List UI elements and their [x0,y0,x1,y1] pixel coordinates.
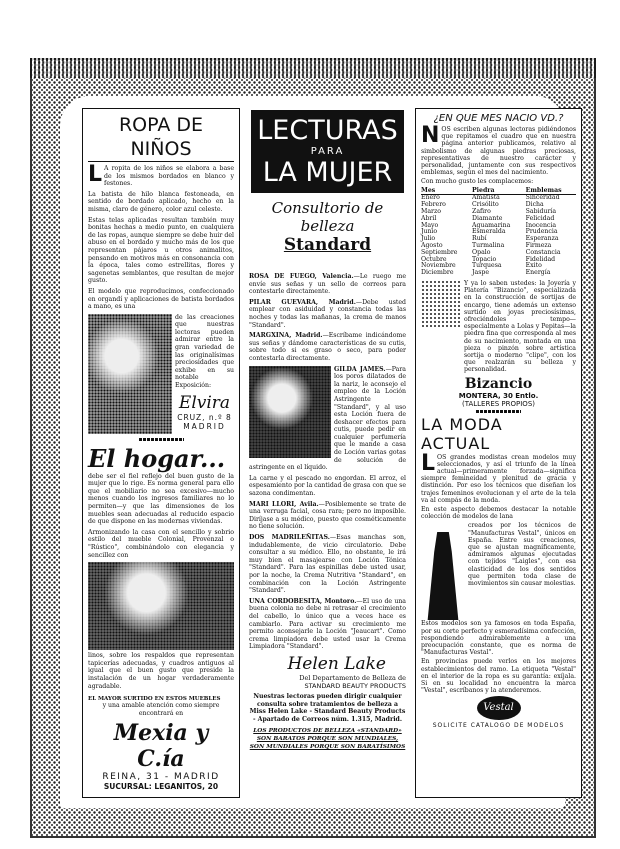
table-cell: Rubí [472,235,487,243]
intro-text: OS escriben algunas lectoras pidiéndonos que repitamos el cuadro que en nuestra página anterior publicamos, relativo al simbolismo de algunas piedras preciosas, representativas de nuestro carácter y personalidad, juntamente con sus respectivos emblemas, según el mes del nacimiento. [421,126,576,177]
moda-text: Estos modelos son ya famosos en toda España, por su corte perfecto y esmeradísima confección, respondiendo admirablemente a una preocupación constante, que es norma de "Manufacturas Vestal". [421,620,576,657]
furniture-photo [88,562,234,650]
drop-cap: L [88,162,103,187]
vestal-logo: Vestal [477,696,521,720]
column-header: Piedra [472,188,526,195]
girl-dress-photo [88,314,172,434]
ropa-title: ROPA DE NIÑOS [88,113,234,162]
store-branch: SUCURSAL: LEGANITOS, 20 [103,782,219,792]
table-cell: Agosto [421,242,443,249]
jewel-drawing [421,280,461,328]
table-cell: Febrero [421,201,446,209]
column-header: Emblemas [526,188,576,195]
moda-text: creados por los técnicos de "Manufacturas Vestal", únicos en España. Entre sus creaciones, que se ajustan magníficamente, admiramos algunas ejecutadas con tejidos "Laigles", con esa elasticidad de los dos sentidos que permiten toda clase de movimientos sin causar molestias. [468,522,576,588]
catalog-footer: SOLICITE CATALOGO DE MODELOS [432,722,565,730]
surtido-heading: EL MAYOR SURTIDO EN ESTOS MUEBLES [88,696,221,703]
consult-entry: ROSA DE FUEGO, Valencia.—Le ruego me envíe sus señas y un sello de correos para contestarle directamente. [249,273,406,296]
standard-slogan: LOS PRODUCTOS DE BELLEZA «STANDARD» SON BARATOS PORQUE SON MUNDIALES, SON MUNDIALES PORQUE SON BARATÍSIMOS [249,728,406,751]
ropa-de-ninos-column [82,108,240,798]
table-cell: Amatista [472,194,500,202]
article-paragraph: A ropita de los niños se elabora a base de los mismos bordados en blanco y festones. [104,165,234,188]
table-cell: Felicidad [525,214,555,222]
table-cell: Fidelidad [525,255,556,263]
table-cell: Zafiro [472,208,491,216]
table-cell: Noviembre [421,262,456,270]
header-line: PARA [310,146,345,157]
elvira-signature: Elvira [178,392,231,413]
table-cell: Firmeza [525,242,552,249]
moda-text: En este aspecto debemos destacar la notable colección de modelos de lana [421,506,576,521]
table-cell: Exito [525,262,542,270]
table-cell: Topacio [472,255,497,263]
standard-brand: Standard [283,235,372,255]
table-cell: Mayo [421,221,439,229]
surtido-subtext: y una amable atención como siempre encontrará en [102,702,220,717]
column-header: Mes [421,188,472,195]
right-column [415,108,582,798]
intro-text: Con mucho gusto les complacemos: [421,178,534,186]
consult-entry: DOS MADRILEÑITAS.—Esas manchas son, indudablemente, de vicio circulatorio. Debe consultar a su médico. Ello, no obstante, le irá muy bien el masajearse con Loción Tónica "Standard". Para las espinillas debe usted usar, por la noche, la Crema Nutritiva "Standard", en combinación con la Loción Astringente "Standard". [249,534,407,595]
table-cell: Turquesa [472,262,502,270]
table-cell: Sinceridad [525,194,560,202]
table-cell: Esperanza [525,235,559,243]
table-cell: Turmalina [472,242,505,249]
table-cell: Julio [421,235,436,243]
table-cell: Prudencia [525,228,558,236]
consult-entry: GILDA JAMES.—Para los poros dilatados de la nariz, le aconsejo el empleo de la Loción Astringente "Standard", y al uso esta Loción fuera de deshacer efectos para cutis, puede pedir en cualquier perfumería que le mande a casa de Loción varias gotas de solución de astringente en el líquido. [249,365,406,472]
table-cell: Dicha [525,201,544,209]
contact-note: Nuestras lectoras pueden dirigir cualquier consulta sobre tratamientos de belleza a Miss Helen Lake - Standard Beauty Products - Apartado de Correos núm. 1.315, Madrid. [249,692,406,723]
lecturas-column [245,108,410,798]
shop-address-street: CRUZ, n.º 8 [177,412,232,422]
article-paragraph: El modelo que reproducimos, confeccionado en organdí y aplicaciones de batista bordados a mano, es una [88,287,234,311]
bizancio-brand: Bizancio [464,375,533,392]
consult-entry: PILAR GUEVARA, Madrid.—Debe usted emplear con asiduidad y constancia todas las noches y todas las mañanas, la crema de manos "Standard". [249,298,407,329]
article-paragraph: Estas telas aplicadas resultan también muy bonitas hechas a medio punto, en cualquiera de las ropas, aunque siempre se debe huir del abuso en el bordado y mucho más de los que representan pájaros u otros animalitos, pensando en motivos más en consonancia con la época, tales como estrellitas, flores y sagenetas semblantes, que resultan de mejor gusto. [88,216,234,285]
jewel-text: Y ya lo saben ustedes: la Joyería y Platería "Bizancio", especializada en la construcción de sortijas de encargo, tiene además un extenso surtido en joyas preciosísimas, ofreciéndoles tempo—especialmente a Lolas y Pepitas—la piedra fina que corresponda al mes de su nacimiento, montada en una pieza o pinzón sobre artística sortija o moderno "clipe", con los que realzarán su belleza y personalidad. [464,279,576,374]
table-cell: Junio [421,228,438,236]
dept-line: Del Departamento de Belleza de [299,673,406,682]
divider [476,410,521,413]
drop-cap: N [421,123,440,148]
woman-portrait-photo [249,366,331,458]
mes-nacio-title: ¿EN QUE MES NACIO VD.? [433,113,564,124]
hogar-title: El hogar... [88,443,226,473]
table-cell: Abril [421,214,437,222]
table-cell: Aguamarina [472,221,511,229]
consult-entry: UNA CORDOBESITA, Montoro.—El uso de una buena colonia no debe ni retrasar el crecimiento del cabello, lo único que a veces hace es cambiarlo. Para activar su crecimiento me permito aconsejarle la Loción "Jeaucart". Como crema limpiadora debe usted usar la Crema Limpiadora "Standard". [249,597,406,651]
table-cell: Septiembre [421,248,458,256]
table-cell: Esmeralda [472,228,506,236]
table-cell: Constancia [525,248,561,256]
bizancio-note: (TALLERES PROPIOS) [462,399,535,408]
moda-text: En provincias puede verlos en los mejores establecimientos del ramo. La etiqueta "Vestal" en el interior de la ropa es su garantía: exíjala. Si en su localidad no encuentra la marca "Vestal", escríbanos y la atenderemos. [421,658,576,695]
table-cell: Diciembre [421,269,454,277]
table-cell: Opalo [472,248,491,256]
birthstone-table [421,188,576,277]
lace-top-edge [30,58,596,78]
article-paragraph: Armonizando la casa con el sencillo y sobrio estilo del mueble Colonial, Provenzal o "Rústico", combinándolo con elegancia y sencillez con [88,528,234,559]
table-cell: Jaspe [472,269,489,277]
woman-gown-illustration [421,522,465,620]
drop-cap: L [421,450,436,476]
table-cell: Sabiduría [525,208,557,216]
consult-entry: La carne y el pescado no engordan. El arroz, el espesamiento por la cantidad de grasa con que se sazona condimentan. [249,474,407,498]
moda-actual-title: LA MODA ACTUAL [421,414,503,453]
article-paragraph: La batista de hilo blanca festoneada, en sentido de bordado aplicado, hecho en la misma, claro de género, color azul celeste. [88,190,234,213]
table-cell: Enero [421,194,440,202]
lecturas-header [251,110,404,193]
shop-address-city: MADRID [183,421,226,431]
article-paragraph: linos, sobre los respaldos que representan tapicerías adecuadas, y cuadros antiguos al igual que el buen gusto que preside la instalación de un hogar verdaderamente agradable. [88,652,234,690]
table-cell: Crisólito [472,201,499,209]
helen-lake-signature: Helen Lake [287,653,386,674]
table-cell: Diamante [472,214,503,222]
header-line: LA MUJER [262,157,393,188]
table-cell: Octubre [421,255,447,263]
side-text: de las creaciones que nuestras lectoras pueden admirar entre la gran variedad de las originalísimas preciosidades que exhibe en su notable Exposición: [175,313,234,390]
consultorio-subtitle: Consultorio de belleza [271,199,384,235]
table-row [421,270,576,277]
table-cell: Inocencia [525,221,557,229]
dept-company: STANDARD BEAUTY PRODUCTS [304,681,406,690]
consult-entry: MARI LLORI, Avila.—Posiblemente se trate de una verruga facial, cosa rara; pero no imposible. Diríjase a su médico, puesto que cosméticamente no tiene solución. [249,500,406,531]
moda-text: OS grandes modistas crean modelos muy seleccionados, y así el triunfo de la línea actual—primeramente forzada—significa siempre femineidad y plenitud de gracia y distinción. Por eso los técnicos que diseñan los trajes femeninos evolucionan y el arte de la tela va al compás de la moda. [421,453,576,504]
store-address: REINA, 31 - MADRID [102,772,220,783]
bizancio-address: MONTERA, 30 Entlo. [458,391,539,400]
divider [139,438,184,441]
article-paragraph: debe ser el fiel reflejo del buen gusto de la mujer que lo rige. Es norma general para ello que el mobiliario no sea excesivo—mucho menos cuando los ingresos familiares no lo permiten—y que las dimensiones de los muebles sean adecuadas al reducido espacio de que dispone en las modernas viviendas. [88,472,234,526]
table-cell: Marzo [421,208,441,216]
header-line: LECTURAS [257,115,398,146]
consult-entry: MARGXINA, Madrid.—Escríbame indicándome sus señas y dándome características de su cutis, sobre todo si es graso o seco, para poder contestarla directamente. [249,332,406,362]
table-cell: Energía [525,269,551,277]
mexia-brand-logo: Mexia y C.ía [113,720,209,773]
